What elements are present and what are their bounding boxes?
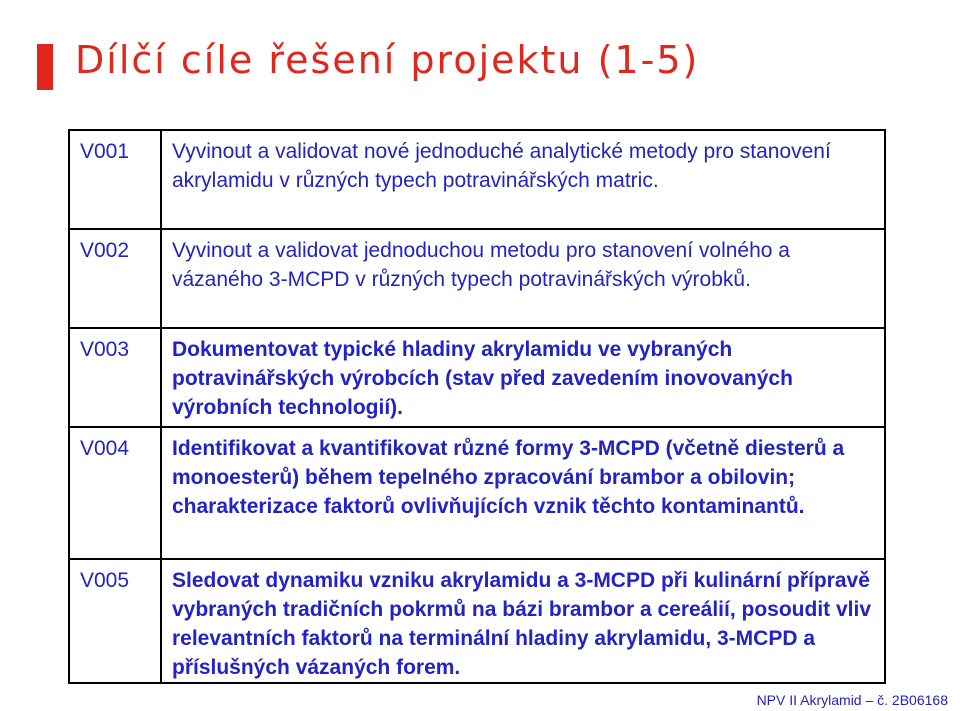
goals-table xyxy=(68,129,886,684)
goal-description: Vyvinout a validovat jednoduchou metodu pro stanovení volného a vázaného 3-MCPD v různých typech potravinářských výrobků. xyxy=(161,229,885,328)
goal-code: V004 xyxy=(69,427,161,559)
slide-footer: NPV II Akrylamid – č. 2B06168 xyxy=(756,692,948,708)
goal-row-v002 xyxy=(69,229,885,328)
goal-row-v004 xyxy=(69,427,885,559)
goal-row-v003 xyxy=(69,328,885,427)
goal-code: V003 xyxy=(69,328,161,427)
goal-code: V001 xyxy=(69,130,161,229)
slide-title: Dílčí cíle řešení projektu (1-5) xyxy=(75,38,700,82)
goal-description: Identifikovat a kvantifikovat různé formy 3-MCPD (včetně diesterů a monoesterů) během tepelného zpracování brambor a obilovin; charakterizace faktorů ovlivňujících vznik těchto kontaminantů. xyxy=(161,427,885,559)
goal-row-v001 xyxy=(69,130,885,229)
title-accent-bar xyxy=(37,44,53,90)
goal-description: Vyvinout a validovat nové jednoduché analytické metody pro stanovení akrylamidu v různých typech potravinářských matric. xyxy=(161,130,885,229)
goal-description: Sledovat dynamiku vzniku akrylamidu a 3-MCPD při kulinární přípravě vybraných tradičních pokrmů na bázi brambor a cereálií, posoudit vliv relevantních faktorů na terminální hladiny akrylamidu, 3-MCPD a příslušných vázaných forem. xyxy=(161,559,885,683)
goal-code: V005 xyxy=(69,559,161,683)
goal-code: V002 xyxy=(69,229,161,328)
goal-description: Dokumentovat typické hladiny akrylamidu ve vybraných potravinářských výrobcích (stav před zavedením inovovaných výrobních technologií). xyxy=(161,328,885,427)
goal-row-v005 xyxy=(69,559,885,683)
